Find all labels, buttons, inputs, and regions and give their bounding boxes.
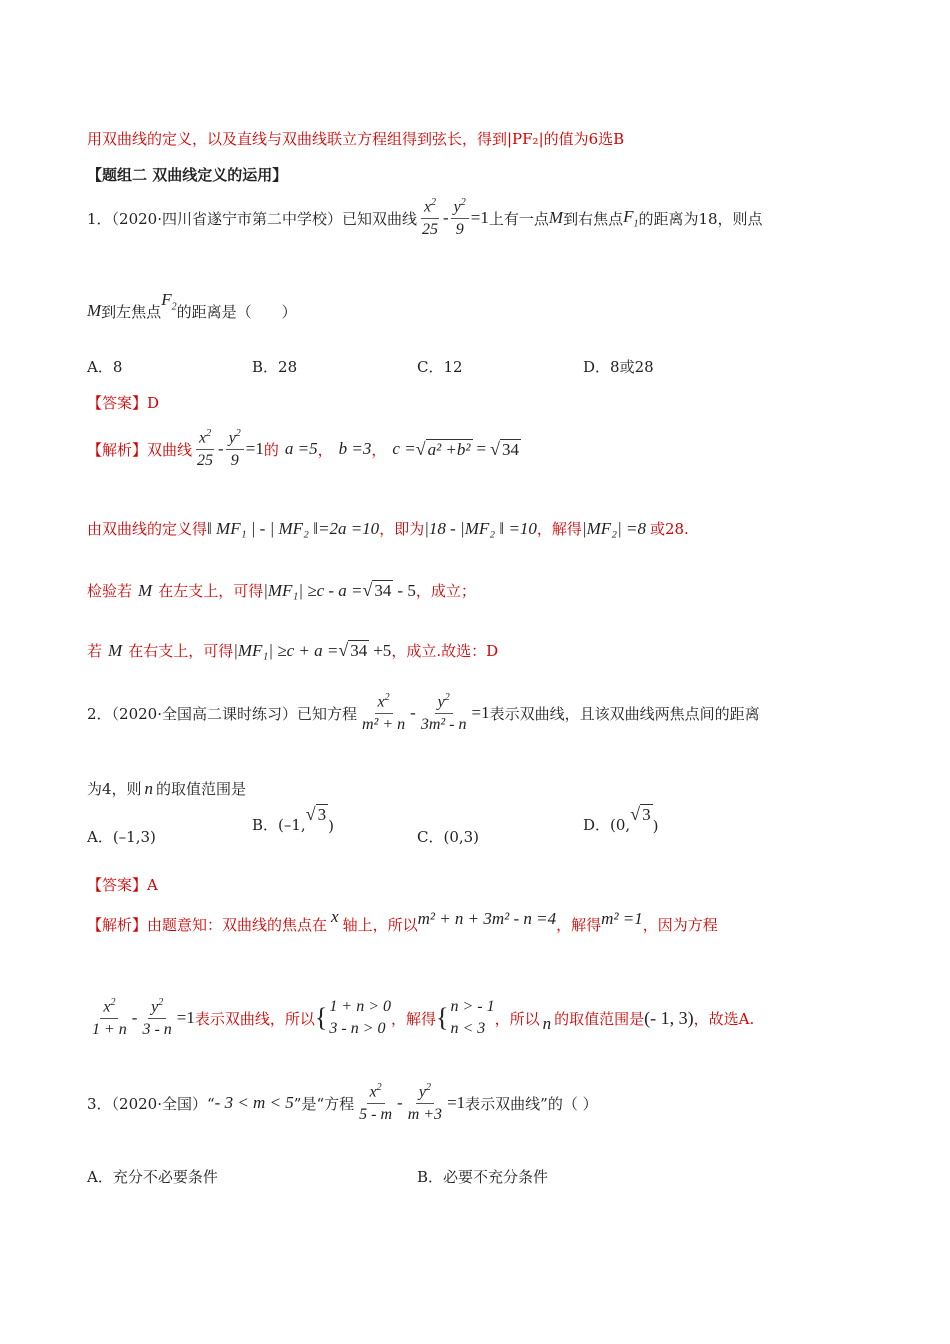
q2-prefix: 2．（2020·全国高二课时练习）已知方程 <box>87 704 357 723</box>
q2-option-b[interactable]: B．(–1, √ 3 ) <box>252 804 334 835</box>
q1-b3: b =3 <box>338 439 372 459</box>
q1-option-a[interactable]: A．8 <box>87 358 123 376</box>
q1-F2: $F_2$ <box>161 290 177 313</box>
q3-line1: 3．（2020·全国）“ - 3 < m < 5 ”是“方程 $\frac{x^2}{5 - m}$ - $\frac{y^2}{m +3}$ =1 表示双曲线”的（ ） <box>87 1082 598 1124</box>
q2-line1: 2．（2020·全国高二课时练习）已知方程 $\frac{x^2}{\text{m² + n}}$ - $\frac{y^2}{\text{3m² - n}}$ =1 表示双曲线，且该双曲线两焦点间的距离 <box>87 692 760 734</box>
q2-analysis-line1: 【解析】由题意知：双曲线的焦点在 x 轴上，所以 m² + n + 3m² - n =4 ，解得 m² =1 ，因为方程 <box>87 906 718 934</box>
q3-frac-x: $\frac{x^2}{5 - m}$ <box>359 1082 393 1124</box>
q1-option-c[interactable]: C．12 <box>417 358 463 376</box>
q1-option-d[interactable]: D．8或28 <box>583 358 654 376</box>
intro-line <box>87 128 624 149</box>
q1-prefix: 1．（2020·四川省遂宁市第二中学校）已知双曲线 <box>87 209 417 228</box>
q1-M2: M <box>87 301 102 321</box>
q1-eq1: =1 <box>470 208 489 228</box>
q1-after-M: 到右焦点 <box>563 209 624 228</box>
section-title <box>87 164 287 185</box>
q1-analysis-line3: 检验若 M 在左支上，可得 |MF₁| ≥c - a = √ 34 - 5 ，成立； <box>87 580 476 600</box>
q2-answer-text: 【答案】A <box>87 876 158 894</box>
q1-line2 <box>87 290 297 322</box>
q1-abs-def: ‖ MF₁ | - | MF₂ ‖=2a =10 <box>207 518 380 538</box>
q2-m2-1: m² =1 <box>601 908 643 928</box>
q1-c: c = <box>392 439 416 459</box>
q3-condition: - 3 < m < 5 <box>214 1093 294 1113</box>
q1-sqrt34: √ 34 <box>490 438 519 459</box>
section-title-text: 【题组二 双曲线定义的运用】 <box>87 166 288 184</box>
q1-after-F1: 的距离为18，则点 <box>638 209 763 228</box>
q1-abs18: |18 - |MF₂ ‖ =10 <box>424 518 537 538</box>
q1-analysis-label: 【解析】双曲线 <box>87 440 193 459</box>
q3-option-a[interactable]: A．充分不必要条件 <box>87 1168 218 1186</box>
q1-line2-mid: 到左焦点 <box>101 302 162 321</box>
q1-analysis-line1: 【解析】双曲线 $\frac{x^2}{25}$ - $\frac{y^2}{9}$ =1 的 a =5 ， b =3 ， c = √ a² +b² = √ 34 <box>87 428 519 470</box>
q1-answer-text: 【答案】D <box>87 394 160 412</box>
q2-an-frac-y: $\frac{y^2}{3 - n}$ <box>142 996 172 1039</box>
q2-analysis-line2: $\frac{x^2}{1 + n}$ - $\frac{y^2}{3 - n}$ =1 表示双曲线，所以 { 1 + n > 0 3 - n > 0 ，解得 { n > - 1 n < 3 ，所以 n 的取值范围是 (- 1, 3) ，故选A. <box>87 996 754 1040</box>
q2-option-d[interactable]: D．(0, √ 3 ) <box>583 804 659 835</box>
q1-frac-y: $\frac{y^2}{9}$ <box>451 197 469 239</box>
intro-text: 用双曲线的定义，以及直线与双曲线联立方程组得到弦长，得到|PF₂|的值为6选B <box>87 130 625 148</box>
q3-frac-y: $\frac{y^2}{m +3}$ <box>407 1082 443 1124</box>
q2-an-frac-x: $\frac{x^2}{1 + n}$ <box>92 996 127 1039</box>
q1-M: M <box>548 208 564 228</box>
q1-F1: $F_1$ <box>623 206 639 230</box>
q1-frac-x: $\frac{x^2}{25}$ <box>422 197 438 239</box>
q2-sum-eq: m² + n + 3m² - n =4 <box>417 908 557 928</box>
q2-frac-y: $\frac{y^2}{\text{3m² - n}}$ <box>420 692 467 734</box>
q2-option-c[interactable]: C．(0,3) <box>417 828 480 846</box>
q1-analysis-line4: 若 M 在右支上，可得 |MF₁| ≥c + a = √ 34 +5 ，成立.故选：D <box>87 640 499 660</box>
q1-sqrt-a2b2: √ a² +b² <box>415 438 471 459</box>
q1-line2-end: 的距离是（ ） <box>176 302 297 321</box>
q1-an-frac-x: $\frac{x^2}{25}$ <box>197 428 214 470</box>
q1-option-b[interactable]: B．28 <box>252 358 298 376</box>
q1-a5: a =5 <box>284 439 318 459</box>
q1-mf1-ge2: |MF₁| ≥c + a = <box>233 640 339 660</box>
q2-range: (- 1, 3) <box>644 1007 694 1028</box>
q2-frac-x: $\frac{x^2}{\text{m² + n}}$ <box>362 692 406 734</box>
q1-an-frac-y: $\frac{y^2}{9}$ <box>226 428 244 470</box>
q1-line1 <box>87 197 763 239</box>
q2-option-a[interactable]: A．(–1,3) <box>87 828 156 846</box>
q1-mf1-ge1: |MF₁| ≥c - a = <box>263 580 363 600</box>
q1-after-eq: 上有一点 <box>488 209 549 228</box>
q3-option-b[interactable]: B．必要不充分条件 <box>417 1168 549 1186</box>
q2-answer <box>87 874 158 895</box>
q2-after-eq: 表示双曲线，且该双曲线两焦点间的距离 <box>489 704 760 723</box>
q2-system1: 1 + n > 0 3 - n > 0 <box>329 998 391 1037</box>
q2-system2: n > - 1 n < 3 <box>450 998 495 1037</box>
q1-mf2-8: |MF₂| =8 <box>581 518 646 538</box>
q1-analysis-line2: 由双曲线的定义得 ‖ MF₁ | - | MF₂ ‖=2a =10 ，即为 |18 - |MF₂ ‖ =10 ，解得 |MF₂| =8 或28. <box>87 518 689 538</box>
q2-line2: 为4，则 n 的取值范围是 <box>87 778 247 798</box>
q1-answer <box>87 392 159 413</box>
q1-minus: - <box>443 208 449 228</box>
